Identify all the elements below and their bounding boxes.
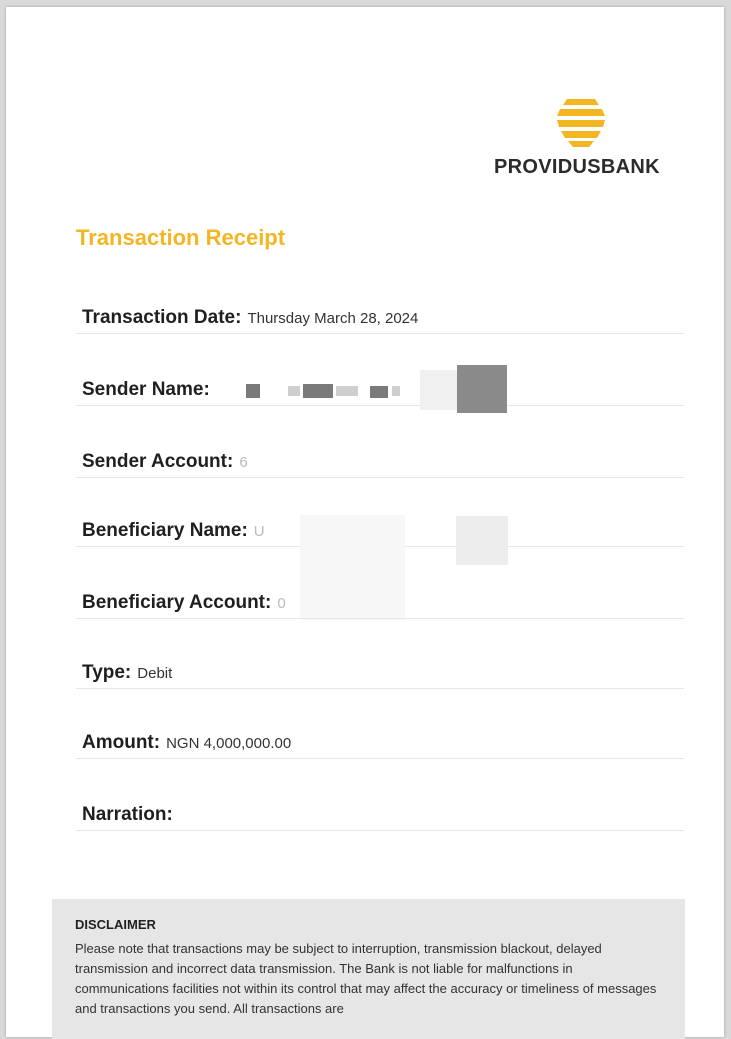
disclaimer-text: Please note that transactions may be subject to interruption, transmission blackout, delayed transmission and incorrect data transmission. The Bank is not liable for malfunctions in communications facilities not within its control that may affect the accuracy or timeliness of messages and transactions you send. All transactions are: [75, 941, 657, 1016]
narration-label: Narration:: [82, 804, 173, 825]
transaction-date-label: Transaction Date:: [82, 307, 242, 328]
receipt-title: Transaction Receipt: [76, 225, 286, 250]
beneficiary-name-label: Beneficiary Name:: [82, 520, 248, 541]
redaction-block: [392, 386, 400, 396]
redaction-blur: [456, 516, 508, 565]
narration-row: [76, 800, 684, 831]
beneficiary-account-row: [76, 588, 684, 619]
sender-name-label: Sender Name:: [82, 379, 210, 400]
redaction-block: [336, 386, 358, 396]
sender-account-row: [76, 447, 684, 478]
type-row: [76, 658, 684, 689]
disclaimer-box: [52, 899, 685, 1039]
redaction-block: [303, 384, 333, 398]
redaction-block: [288, 386, 300, 396]
providus-logo-icon: [551, 97, 611, 149]
redaction-block: [370, 386, 388, 398]
type-value: Debit: [137, 665, 173, 682]
amount-label: Amount:: [82, 732, 161, 753]
amount-value: NGN 4,000,000.00: [166, 735, 292, 752]
redaction-block: [457, 365, 507, 413]
amount-row: [76, 728, 684, 759]
transaction-date-value: Thursday March 28, 2024: [247, 310, 419, 327]
type-label: Type:: [82, 662, 132, 683]
disclaimer-title: DISCLAIMER: [75, 917, 156, 932]
beneficiary-account-value: 0: [277, 595, 286, 612]
redaction-blur: [420, 370, 460, 410]
sender-account-value: 6: [239, 454, 248, 471]
transaction-date-row: [76, 303, 684, 334]
beneficiary-name-value: U: [253, 523, 265, 540]
sender-account-label: Sender Account:: [82, 451, 234, 472]
redaction-block: [246, 384, 260, 398]
bank-name: PROVIDUSBANK: [494, 156, 660, 178]
beneficiary-account-label: Beneficiary Account:: [82, 592, 272, 613]
